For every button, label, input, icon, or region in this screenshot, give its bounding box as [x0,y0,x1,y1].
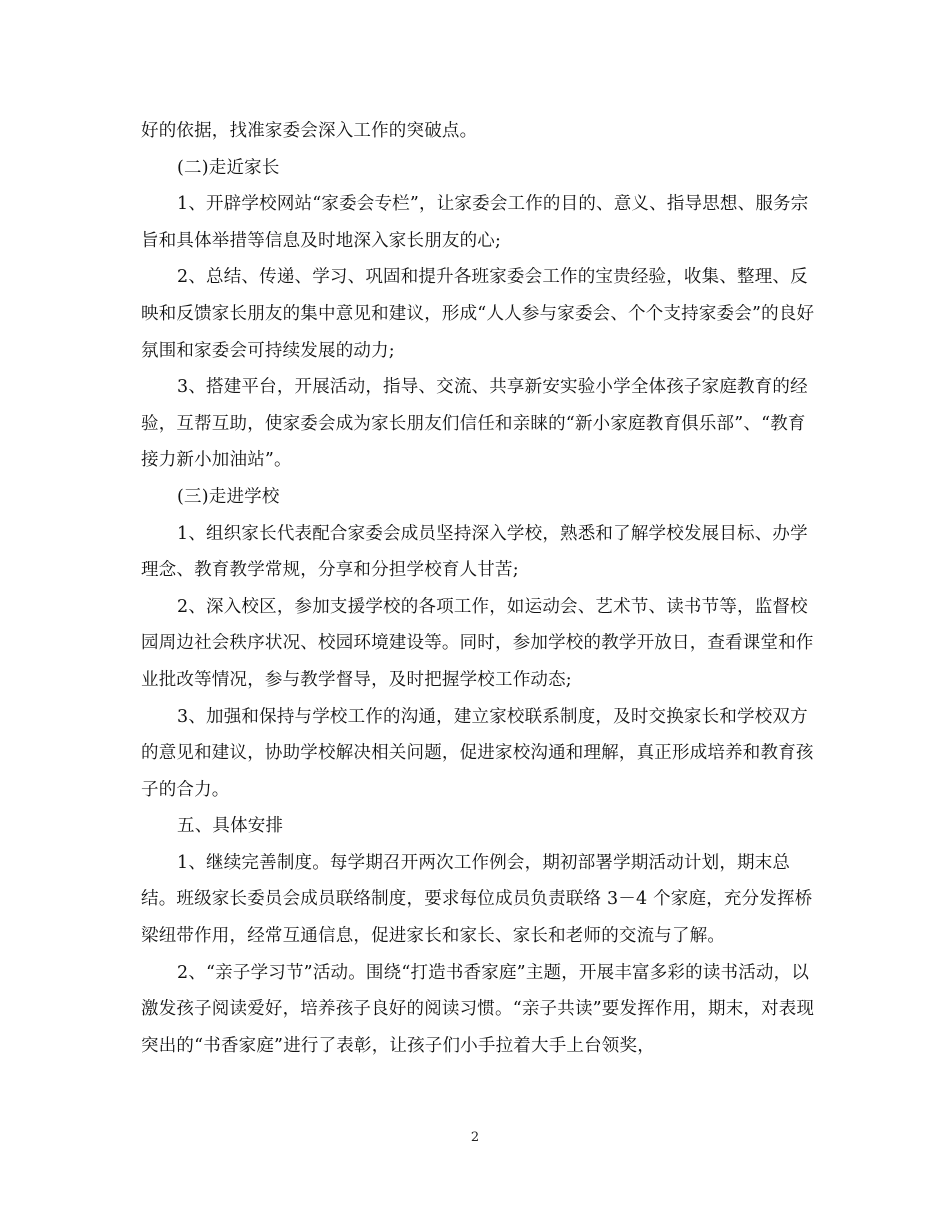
page-number: 2 [470,1130,480,1145]
paragraph-item: 1、组织家长代表配合家委会成员坚持深入学校，熟悉和了解学校发展目标、办学理念、教育教学常规，分享和分担学校育人甘苦; [141,523,808,581]
paragraph-item: 1、开辟学校网站“家委会专栏”，让家委会工作的目的、意义、指导思想、服务宗旨和具体举措等信息及时地深入家长朋友的心; [141,194,809,251]
paragraph-item: 3、搭建平台，开展活动，指导、交流、共享新安实验小学全体孩子家庭教育的经验，互帮互助，使家委会成为家长朋友们信任和亲睐的“新小家庭教育俱乐部”、“教育接力新小加油站”。 [141,377,808,471]
section-heading-approach-parents: (二)走近家长 [177,157,280,178]
paragraph-item: 2、深入校区，参加支援学校的各项工作，如运动会、艺术节、读书节等，监督校园周边社会秩序状况、校园环境建设等。同时，参加学校的教学开放日，查看课堂和作业批改等情况，参与教学督导，及时把握学校工作动态; [141,596,814,690]
paragraph-item: 2、总结、传递、学习、巩固和提升各班家委会工作的宝贵经验，收集、整理、反映和反馈家长朋友的集中意见和建议，形成“人人参与家委会、个个支持家委会”的良好氛围和家委会可持续发展的动力; [141,267,815,361]
paragraph-item: 3、加强和保持与学校工作的沟通，建立家校联系制度，及时交换家长和学校双方的意见和建议，协助学校解决相关问题，促进家校沟通和理解，真正形成培养和教育孩子的合力。 [141,706,814,800]
paragraph-item: 2、“亲子学习节”活动。围绕“打造书香家庭”主题，开展丰富多彩的读书活动，以激发孩子阅读爱好，培养孩子良好的阅读习惯。“亲子共读”要发挥作用，期末，对表现突出的“书香家庭”进行了表彰，让孩子们小手拉着大手上台领奖， [141,962,815,1056]
section-heading-arrangements: 五、具体安排 [177,816,284,837]
paragraph-continuation: 好的依据，找准家委会深入工作的突破点。 [141,121,478,141]
paragraph-item: 1、继续完善制度。每学期召开两次工作例会，期初部署学期活动计划，期末总结。班级家长委员会成员联络制度，要求每位成员负责联络 3－4 个家庭，充分发挥桥梁纽带作用，经常互通信息，促进家长和家长、家长和老师的交流与了解。 [141,852,813,947]
section-heading-enter-school: (三)走进学校 [177,486,280,507]
document-body [141,113,816,1064]
